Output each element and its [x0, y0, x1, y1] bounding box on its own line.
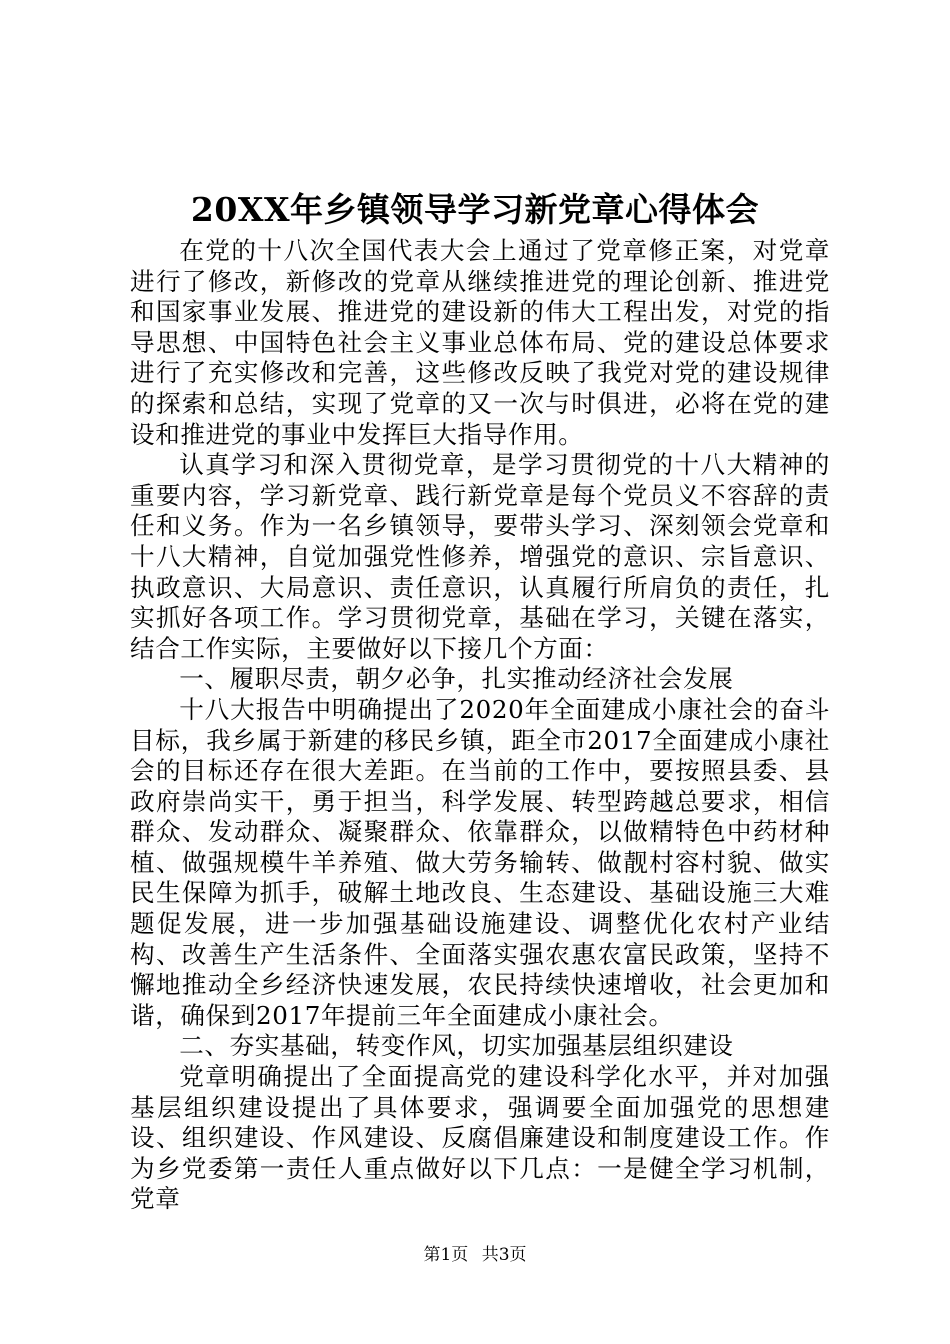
page-total: 共3页: [481, 1245, 527, 1265]
section-heading-1: 一、履职尽责，朝夕必争，扎实推动经济社会发展: [179, 664, 734, 694]
paragraph-section-2: 党章明确提出了全面提高党的建设科学化水平，并对加强基层组织建设提出了具体要求，强调要全面加强党的思想建设、组织建设、作风建设、反腐倡廉建设和制度建设工作。作为乡党委第一责任人重点做好以下几点：一是健全学习机制，党章: [130, 1062, 830, 1214]
paragraph-intro: 在党的十八次全国代表大会上通过了党章修正案，对党章进行了修改，新修改的党章从继续推进党的理论创新、推进党和国家事业发展、推进党的建设新的伟大工程出发，对党的指导思想、中国特色社会主义事业总体布局、党的建设总体要求进行了充实修改和完善，这些修改反映了我党对党的建设规律的探索和总结，实现了党章的又一次与时俱进，必将在党的建设和推进党的事业中发挥巨大指导作用。: [130, 236, 830, 449]
section-heading-2: 二、夯实基础，转变作风，切实加强基层组织建设: [179, 1031, 734, 1061]
page-number: 第1页: [423, 1245, 469, 1265]
page-footer: [0, 1244, 950, 1266]
document-body: [130, 236, 830, 1215]
paragraph-study: 认真学习和深入贯彻党章，是学习贯彻党的十八大精神的重要内容，学习新党章、践行新党章是每个党员义不容辞的责任和义务。作为一名乡镇领导，要带头学习、深刻领会党章和十八大精神，自觉加强党性修养，增强党的意识、宗旨意识、执政意识、大局意识、责任意识，认真履行所肩负的责任，扎实抓好各项工作。学习贯彻党章，基础在学习，关键在落实，结合工作实际，主要做好以下接几个方面：: [130, 450, 830, 663]
paragraph-section-1: 十八大报告中明确提出了2020年全面建成小康社会的奋斗目标，我乡属于新建的移民乡镇，距全市2017全面建成小康社会的目标还存在很大差距。在当前的工作中，要按照县委、县政府崇尚实干，勇于担当，科学发展、转型跨越总要求，相信群众、发动群众、凝聚群众、依靠群众，以做精特色中药材种植、做强规模牛羊养殖、做大劳务输转、做靓村容村貌、做实民生保障为抓手，破解土地改良、生态建设、基础设施三大难题促发展，进一步加强基础设施建设、调整优化农村产业结构、改善生产生活条件、全面落实强农惠农富民政策，坚持不懈地推动全乡经济快速发展，农民持续快速增收，社会更加和谐，确保到2017年提前三年全面建成小康社会。: [130, 694, 830, 1030]
document-title: 20XX年乡镇领导学习新党章心得体会: [190, 190, 760, 229]
